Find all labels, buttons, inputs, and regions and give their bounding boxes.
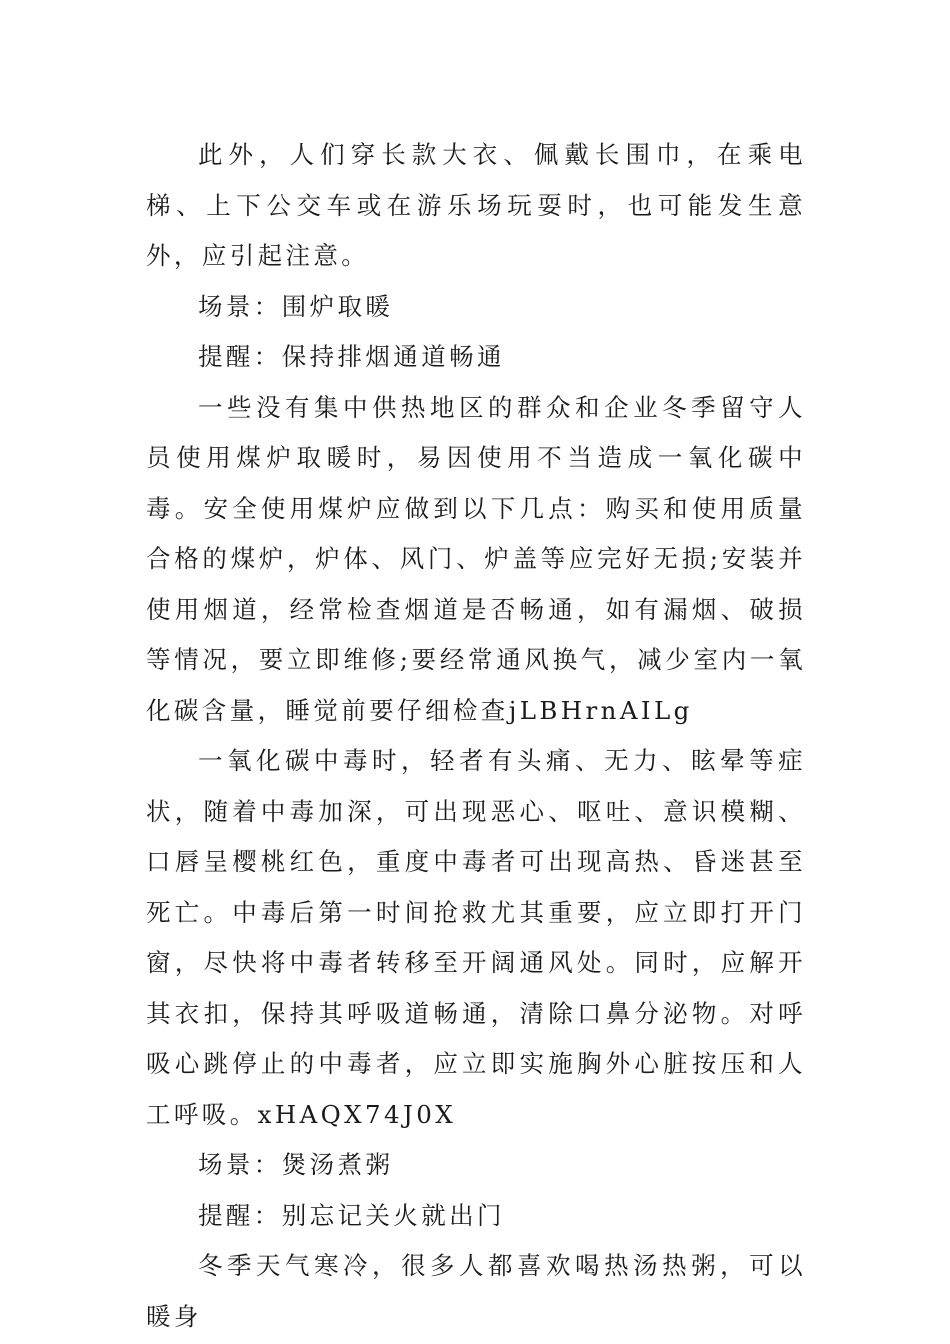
- scene-heading-stove: 场景：围炉取暖: [198, 291, 394, 321]
- reminder-heading-stove: 提醒：保持排烟通道畅通: [198, 342, 505, 371]
- paragraph-intro: 此外，人们穿长款大衣、佩戴长围巾，在乘电梯、上下公交车或在游乐场玩耍时，也可能发生意外，应引起注意。: [146, 140, 806, 270]
- scene-heading-soup: 场景：煲汤煮粥: [198, 1150, 394, 1179]
- reminder-heading-soup: 提醒：别忘记关火就出门: [198, 1200, 505, 1230]
- paragraph-winter-soup: 冬季天气寒冷，很多人都喜欢喝热汤热粥，可以暖身: [146, 1251, 806, 1331]
- paragraph-coal-stove-safety: 一些没有集中供热地区的群众和企业冬季留守人员使用煤炉取暖时，易因使用不当造成一氧化碳中毒。安全使用煤炉应做到以下几点：购买和使用质量合格的煤炉，炉体、风门、炉盖等应完好无损;安装并使用烟道，经常检查烟道是否畅通，如有漏烟、破损等情况，要立即维修;要经常通风换气，减少室内一氧化碳含量，睡觉前要仔细检查jLBHrnAILg: [146, 392, 806, 725]
- paragraph-co-poisoning: 一氧化碳中毒时，轻者有头痛、无力、眩晕等症状，随着中毒加深，可出现恶心、呕吐、意识模糊、口唇呈樱桃红色，重度中毒者可出现高热、昏迷甚至死亡。中毒后第一时间抢救尤其重要，应立即打开门窗，尽快将中毒者转移至开阔通风处。同时，应解开其衣扣，保持其呼吸道畅通，清除口鼻分泌物。对呼吸心跳停止的中毒者，应立即实施胸外心脏按压和人工呼吸。xHAQX74J0X: [146, 746, 806, 1129]
- document-body: [146, 130, 806, 1342]
